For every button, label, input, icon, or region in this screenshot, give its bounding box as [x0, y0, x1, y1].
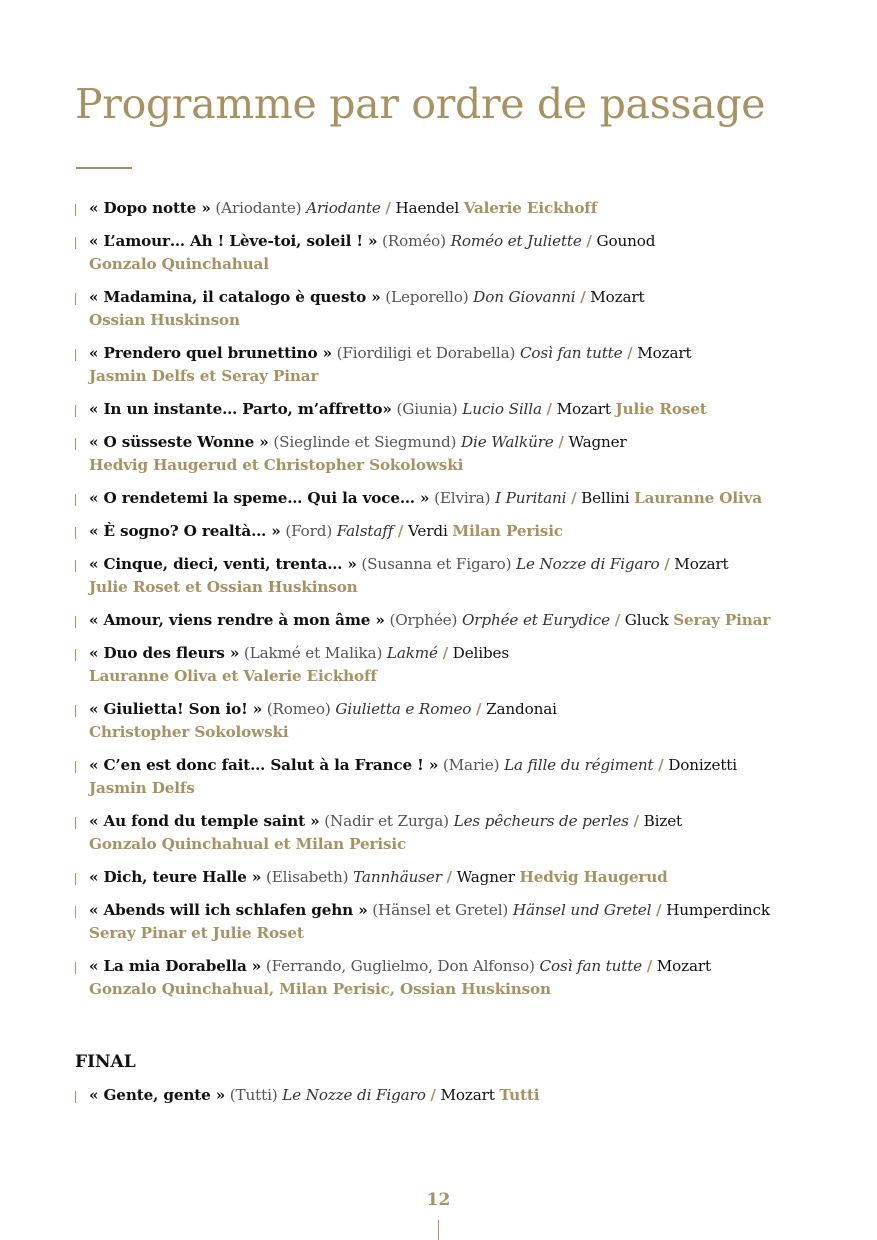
aria-title: « O süsseste Wonne »	[89, 433, 269, 451]
program-item	[75, 197, 865, 220]
separator: /	[558, 433, 564, 451]
item-marker	[75, 962, 76, 974]
character-role: (Fiordiligi et Dorabella)	[336, 344, 516, 362]
aria-title: « La mia Dorabella »	[89, 957, 262, 975]
page-number-rule	[438, 1220, 439, 1240]
composer-name: Mozart	[590, 288, 645, 306]
item-marker	[75, 237, 76, 249]
program-item	[75, 698, 865, 744]
character-role: (Elisabeth)	[265, 868, 349, 886]
character-role: (Tutti)	[229, 1086, 278, 1104]
item-marker	[75, 560, 76, 572]
item-marker	[75, 705, 76, 717]
character-role: (Leporello)	[385, 288, 469, 306]
opera-title: Le Nozze di Figaro	[282, 1086, 426, 1104]
item-marker	[75, 906, 76, 918]
aria-title: « Prendero quel brunettino »	[89, 344, 332, 362]
aria-title: « Amour, viens rendre à mon âme »	[89, 611, 385, 629]
singers: Hedvig Haugerud	[519, 868, 668, 886]
composer-name: Gluck	[624, 611, 669, 629]
composer-name: Delibes	[452, 644, 510, 662]
composer-name: Wagner	[456, 868, 515, 886]
program-item	[75, 866, 865, 889]
separator: /	[546, 400, 552, 418]
final-heading: FINAL	[75, 1052, 136, 1072]
character-role: (Ariodante)	[215, 199, 302, 217]
program-item	[75, 431, 865, 477]
opera-title: Tannhäuser	[353, 868, 442, 886]
program-item	[75, 398, 865, 421]
final-list	[75, 1084, 865, 1117]
character-role: (Giunia)	[396, 400, 458, 418]
item-marker	[75, 293, 76, 305]
program-list	[75, 197, 865, 1011]
singers: Seray Pinar	[673, 611, 771, 629]
item-marker	[75, 761, 76, 773]
opera-title: La fille du régiment	[504, 756, 654, 774]
opera-title: Don Giovanni	[473, 288, 576, 306]
aria-title: « Giulietta! Son io! »	[89, 700, 263, 718]
composer-name: Gounod	[596, 232, 656, 250]
character-role: (Ford)	[285, 522, 333, 540]
character-role: (Lakmé et Malika)	[243, 644, 383, 662]
separator: /	[586, 232, 592, 250]
separator: /	[385, 199, 391, 217]
separator: /	[571, 489, 577, 507]
character-role: (Hänsel et Gretel)	[372, 901, 509, 919]
character-role: (Ferrando, Guglielmo, Don Alfonso)	[265, 957, 535, 975]
singers: Gonzalo Quinchahual, Milan Perisic, Ossian Huskinson	[89, 980, 551, 998]
opera-title: Roméo et Juliette	[450, 232, 582, 250]
composer-name: Mozart	[440, 1086, 495, 1104]
composer-name: Mozart	[674, 555, 729, 573]
aria-title: « O rendetemi la speme… Qui la voce… »	[89, 489, 430, 507]
singers: Lauranne Oliva	[634, 489, 762, 507]
character-role: (Nadir et Zurga)	[324, 812, 449, 830]
composer-name: Wagner	[568, 433, 627, 451]
separator: /	[442, 644, 448, 662]
aria-title: « In un instante… Parto, m’affretto»	[89, 400, 392, 418]
character-role: (Romeo)	[266, 700, 331, 718]
program-item	[75, 230, 865, 276]
composer-name: Bizet	[643, 812, 682, 830]
program-item	[75, 955, 865, 1001]
opera-title: Lucio Silla	[462, 400, 542, 418]
item-marker	[75, 349, 76, 361]
aria-title: « Dich, teure Halle »	[89, 868, 262, 886]
composer-name: Verdi	[408, 522, 448, 540]
program-item	[75, 520, 865, 543]
aria-title: « Cinque, dieci, venti, trenta… »	[89, 555, 357, 573]
opera-title: Le Nozze di Figaro	[516, 555, 660, 573]
singers: Valerie Eickhoff	[463, 199, 598, 217]
singers: Julie Roset	[615, 400, 707, 418]
item-marker	[75, 1091, 76, 1103]
aria-title: « Dopo notte »	[89, 199, 211, 217]
program-item	[75, 1084, 865, 1107]
item-marker	[75, 438, 76, 450]
opera-title: Così fan tutte	[519, 344, 623, 362]
composer-name: Donizetti	[668, 756, 737, 774]
separator: /	[397, 522, 404, 540]
title-divider	[76, 167, 132, 169]
aria-title: « Au fond du temple saint »	[89, 812, 320, 830]
separator: /	[627, 344, 633, 362]
item-marker	[75, 204, 76, 216]
composer-name: Bellini	[581, 489, 630, 507]
character-role: (Orphée)	[389, 611, 458, 629]
composer-name: Humperdinck	[666, 901, 770, 919]
program-item	[75, 754, 865, 800]
opera-title: Giulietta e Romeo	[335, 700, 472, 718]
opera-title: Ariodante	[306, 199, 381, 217]
item-marker	[75, 649, 76, 661]
aria-title: « Madamina, il catalogo è questo »	[89, 288, 381, 306]
aria-title: « C’en est donc fait… Salut à la France ! »	[89, 756, 439, 774]
singers: Gonzalo Quinchahual et Milan Perisic	[89, 835, 407, 853]
opera-title: Les pêcheurs de perles	[453, 812, 629, 830]
program-item	[75, 553, 865, 599]
separator: /	[446, 868, 452, 886]
opera-title: Così fan tutte	[539, 957, 642, 975]
aria-title: « Gente, gente »	[89, 1086, 226, 1104]
singers: Milan Perisic	[452, 522, 563, 540]
composer-name: Mozart	[656, 957, 711, 975]
separator: /	[658, 756, 664, 774]
character-role: (Susanna et Figaro)	[361, 555, 512, 573]
singers: Gonzalo Quinchahual	[89, 255, 269, 273]
singers: Christopher Sokolowski	[89, 723, 289, 741]
composer-name: Haendel	[395, 199, 460, 217]
composer-name: Mozart	[556, 400, 611, 418]
separator: /	[614, 611, 621, 629]
singers: Tutti	[499, 1086, 540, 1104]
program-item	[75, 286, 865, 332]
opera-title: Orphée et Eurydice	[461, 611, 611, 629]
program-item	[75, 810, 865, 856]
character-role: (Elvira)	[434, 489, 491, 507]
separator: /	[656, 901, 662, 919]
page-title: Programme par ordre de passage	[75, 80, 766, 128]
singers: Jasmin Delfs et Seray Pinar	[89, 367, 319, 385]
program-item	[75, 899, 865, 945]
aria-title: « È sogno? O realtà… »	[89, 522, 281, 540]
item-marker	[75, 494, 76, 506]
aria-title: « L’amour… Ah ! Lève-toi, soleil ! »	[89, 232, 378, 250]
aria-title: « Abends will ich schlafen gehn »	[89, 901, 368, 919]
character-role: (Sieglinde et Siegmund)	[273, 433, 457, 451]
character-role: (Marie)	[442, 756, 500, 774]
separator: /	[664, 555, 670, 573]
separator: /	[430, 1086, 436, 1104]
separator: /	[633, 812, 639, 830]
item-marker	[75, 873, 76, 885]
separator: /	[646, 957, 653, 975]
item-marker	[75, 527, 76, 539]
program-item	[75, 342, 865, 388]
opera-title: Lakmé	[386, 644, 438, 662]
aria-title: « Duo des fleurs »	[89, 644, 240, 662]
program-item	[75, 642, 865, 688]
program-item	[75, 609, 865, 632]
singers: Seray Pinar et Julie Roset	[89, 924, 304, 942]
page-number: 12	[426, 1190, 451, 1210]
singers: Lauranne Oliva et Valerie Eickhoff	[89, 667, 377, 685]
opera-title: I Puritani	[495, 489, 567, 507]
composer-name: Mozart	[637, 344, 692, 362]
program-item	[75, 487, 865, 510]
singers: Julie Roset et Ossian Huskinson	[89, 578, 358, 596]
item-marker	[75, 405, 76, 417]
opera-title: Die Walküre	[461, 433, 554, 451]
singers: Ossian Huskinson	[89, 311, 240, 329]
item-marker	[75, 616, 76, 628]
separator: /	[476, 700, 482, 718]
character-role: (Roméo)	[382, 232, 446, 250]
separator: /	[580, 288, 586, 306]
composer-name: Zandonai	[486, 700, 557, 718]
item-marker	[75, 817, 76, 829]
opera-title: Falstaff	[336, 522, 394, 540]
singers: Jasmin Delfs	[89, 779, 195, 797]
singers: Hedvig Haugerud et Christopher Sokolowski	[89, 456, 464, 474]
opera-title: Hänsel und Gretel	[512, 901, 652, 919]
